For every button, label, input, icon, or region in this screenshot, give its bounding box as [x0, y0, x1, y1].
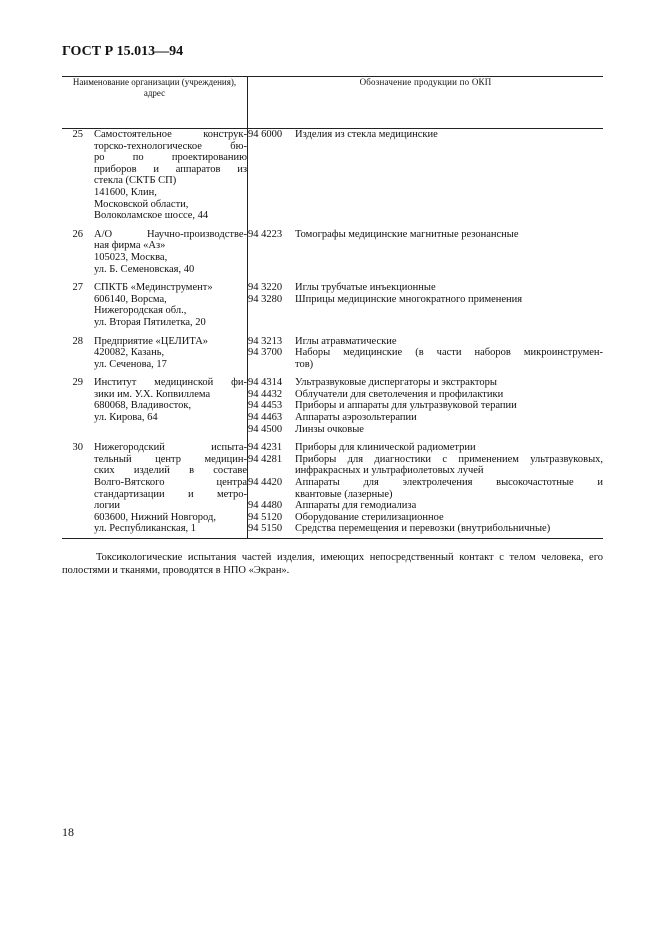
organization-address-line: Нижегородская обл., [94, 305, 187, 317]
okp-code: 94 4480 [248, 500, 283, 512]
organization-address-line: ул. Республиканская, 1 [94, 523, 197, 535]
okp-code: 94 5150 [248, 523, 283, 535]
organization-address-line: 141600, Клин, [94, 186, 157, 198]
product-name: Изделия из стекла медицинские [295, 129, 438, 140]
row-spacer [62, 435, 603, 442]
row-spacer [62, 275, 603, 282]
organization-name-line: торско-технологическое бю- [94, 140, 247, 152]
product-name: Приборы для клинической радиометрии [295, 442, 476, 454]
organization-address-line: ул. Кирова, 64 [94, 412, 158, 424]
product-name: Линзы очковые [295, 423, 364, 435]
organization-cell [62, 377, 248, 435]
organization-address-line: ул. Б. Семеновская, 40 [94, 263, 195, 275]
organization-name-line: ских изделий в составе [94, 465, 247, 477]
product-item [248, 400, 603, 412]
organization-name-line: приборов и аппаратов из [94, 163, 247, 175]
table-row [62, 229, 603, 275]
products-cell [248, 129, 604, 222]
product-name: Аппараты аэрозольтерапии [295, 412, 417, 424]
okp-code: 94 4432 [248, 388, 283, 400]
organization-name-line: зики им. У.Х. Копвиллема [94, 388, 211, 400]
product-item [248, 523, 603, 535]
okp-code: 94 3700 [248, 347, 283, 359]
product-item [248, 512, 603, 524]
organization-address-line: 603600, Нижний Новгород, [94, 511, 216, 523]
products-cell [248, 282, 604, 328]
table-row [62, 129, 603, 222]
organization-address-line: Волоколамское шоссе, 44 [94, 210, 209, 222]
organization-name-line: А/О Научно-производстве- [94, 228, 247, 240]
okp-code: 94 4500 [248, 423, 283, 435]
column-header-okp: Обозначение продукции по ОКП [248, 77, 604, 129]
product-item [248, 336, 603, 348]
footnote: Токсикологические испытания частей изделия, имеющих непосредственный контакт с телом человека, его полостями и тканями, проводятся в НПО «Экран». [62, 552, 603, 576]
organization-name-line: Предприятие «ЦЕЛИТА» [94, 335, 209, 347]
products-cell [248, 336, 604, 371]
row-spacer [62, 329, 603, 336]
product-item [248, 442, 603, 454]
products-cell [248, 377, 604, 435]
product-name: Приборы для диагностики с применением ультразвуковых, [295, 453, 603, 465]
product-name: Наборы медицинские (в части наборов микроинструмен- [295, 347, 603, 359]
row-spacer [62, 222, 603, 229]
row-number: 27 [72, 282, 83, 294]
organization-address-line: ул. Вторая Пятилетка, 20 [94, 316, 206, 328]
okp-code: 94 4223 [248, 228, 283, 240]
organization-name-line: Волго-Вятского центра [94, 477, 247, 489]
product-name: Иглы атравматические [295, 335, 397, 347]
okp-code: 94 4420 [248, 477, 283, 489]
row-number: 30 [72, 442, 83, 454]
product-item [248, 424, 603, 436]
organization-address-line: 680068, Владивосток, [94, 400, 192, 412]
organizations-table [62, 76, 603, 539]
column-header-organization: Наименование организации (учреждения), адрес [62, 77, 248, 129]
product-item [248, 347, 603, 370]
product-item [248, 477, 603, 500]
organization-name-line: тельный центр медицин- [94, 453, 247, 465]
product-name: Облучатели для светолечения и профилактики [295, 388, 504, 400]
products-cell [248, 442, 604, 538]
okp-code: 94 3213 [248, 335, 283, 347]
organization-name-line: ная фирма «Аз» [94, 240, 166, 252]
table-row [62, 377, 603, 435]
product-name-continuation: тов) [295, 358, 314, 370]
product-name: Шприцы медицинские многократного применения [295, 293, 523, 305]
organization-name-line: стекла (СКТБ СП) [94, 175, 177, 187]
organization-cell [62, 282, 248, 328]
table-header-row [62, 77, 603, 129]
product-name: Аппараты для гемодиализа [295, 500, 417, 512]
organization-address-line: 420082, Казань, [94, 347, 165, 359]
organization-cell [62, 336, 248, 371]
product-name: Оборудование стерилизационное [295, 511, 444, 523]
page-number: 18 [62, 825, 74, 839]
product-item [248, 229, 603, 241]
product-name-continuation: квантовые (лазерные) [295, 488, 393, 500]
row-number: 28 [72, 335, 83, 347]
organization-name-line: Институт медицинской фи- [94, 377, 247, 389]
product-item [248, 377, 603, 389]
row-number: 29 [72, 377, 83, 389]
organization-cell [62, 442, 248, 538]
row-number: 26 [72, 228, 83, 240]
product-name-continuation: инфракрасных и ультрафиолетовых лучей [295, 465, 484, 477]
product-name: Приборы и аппараты для ультразвуковой терапии [295, 400, 517, 412]
organization-address-line: 606140, Ворсма, [94, 293, 167, 305]
okp-code: 94 4453 [248, 400, 283, 412]
table-row [62, 336, 603, 371]
okp-code: 94 6000 [248, 129, 283, 140]
product-item [248, 454, 603, 477]
organization-name-line: логии [94, 500, 121, 512]
organization-name-line: Нижегородский испыта- [94, 442, 247, 454]
organization-name-line: стандартизации и метро- [94, 488, 247, 500]
okp-code: 94 4463 [248, 412, 283, 424]
product-item [248, 282, 603, 294]
organization-address-line: ул. Сеченова, 17 [94, 358, 167, 370]
products-cell [248, 229, 604, 275]
document-title: ГОСТ Р 15.013—94 [62, 44, 184, 59]
product-name: Томографы медицинские магнитные резонансные [295, 228, 519, 240]
product-item [248, 389, 603, 401]
product-item [248, 129, 603, 141]
organization-name-line: Самостоятельное конструк- [94, 129, 247, 140]
table-row [62, 282, 603, 328]
organization-cell [62, 129, 248, 222]
okp-code: 94 4281 [248, 453, 283, 465]
organization-address-line: 105023, Москва, [94, 251, 168, 263]
organization-cell [62, 229, 248, 275]
organization-address-line: Московской области, [94, 198, 189, 210]
organization-name-line: СПКТБ «Мединструмент» [94, 282, 213, 294]
product-item [248, 412, 603, 424]
table-body [62, 129, 603, 539]
okp-code: 94 4314 [248, 377, 283, 389]
product-name: Средства перемещения и перевозки (внутрибольничные) [295, 523, 551, 535]
okp-code: 94 5120 [248, 511, 283, 523]
row-number: 25 [72, 129, 83, 140]
product-name: Ультразвуковые диспергаторы и экстракторы [295, 377, 497, 389]
table-row [62, 442, 603, 538]
okp-code: 94 3280 [248, 293, 283, 305]
row-spacer [62, 370, 603, 377]
okp-code: 94 3220 [248, 282, 283, 294]
product-item [248, 500, 603, 512]
product-name: Аппараты для электролечения высокочастотные и [295, 477, 603, 489]
product-item [248, 294, 603, 306]
product-name: Иглы трубчатые инъекционные [295, 282, 436, 294]
organization-name-line: ро по проектированию [94, 152, 247, 164]
okp-code: 94 4231 [248, 442, 283, 454]
